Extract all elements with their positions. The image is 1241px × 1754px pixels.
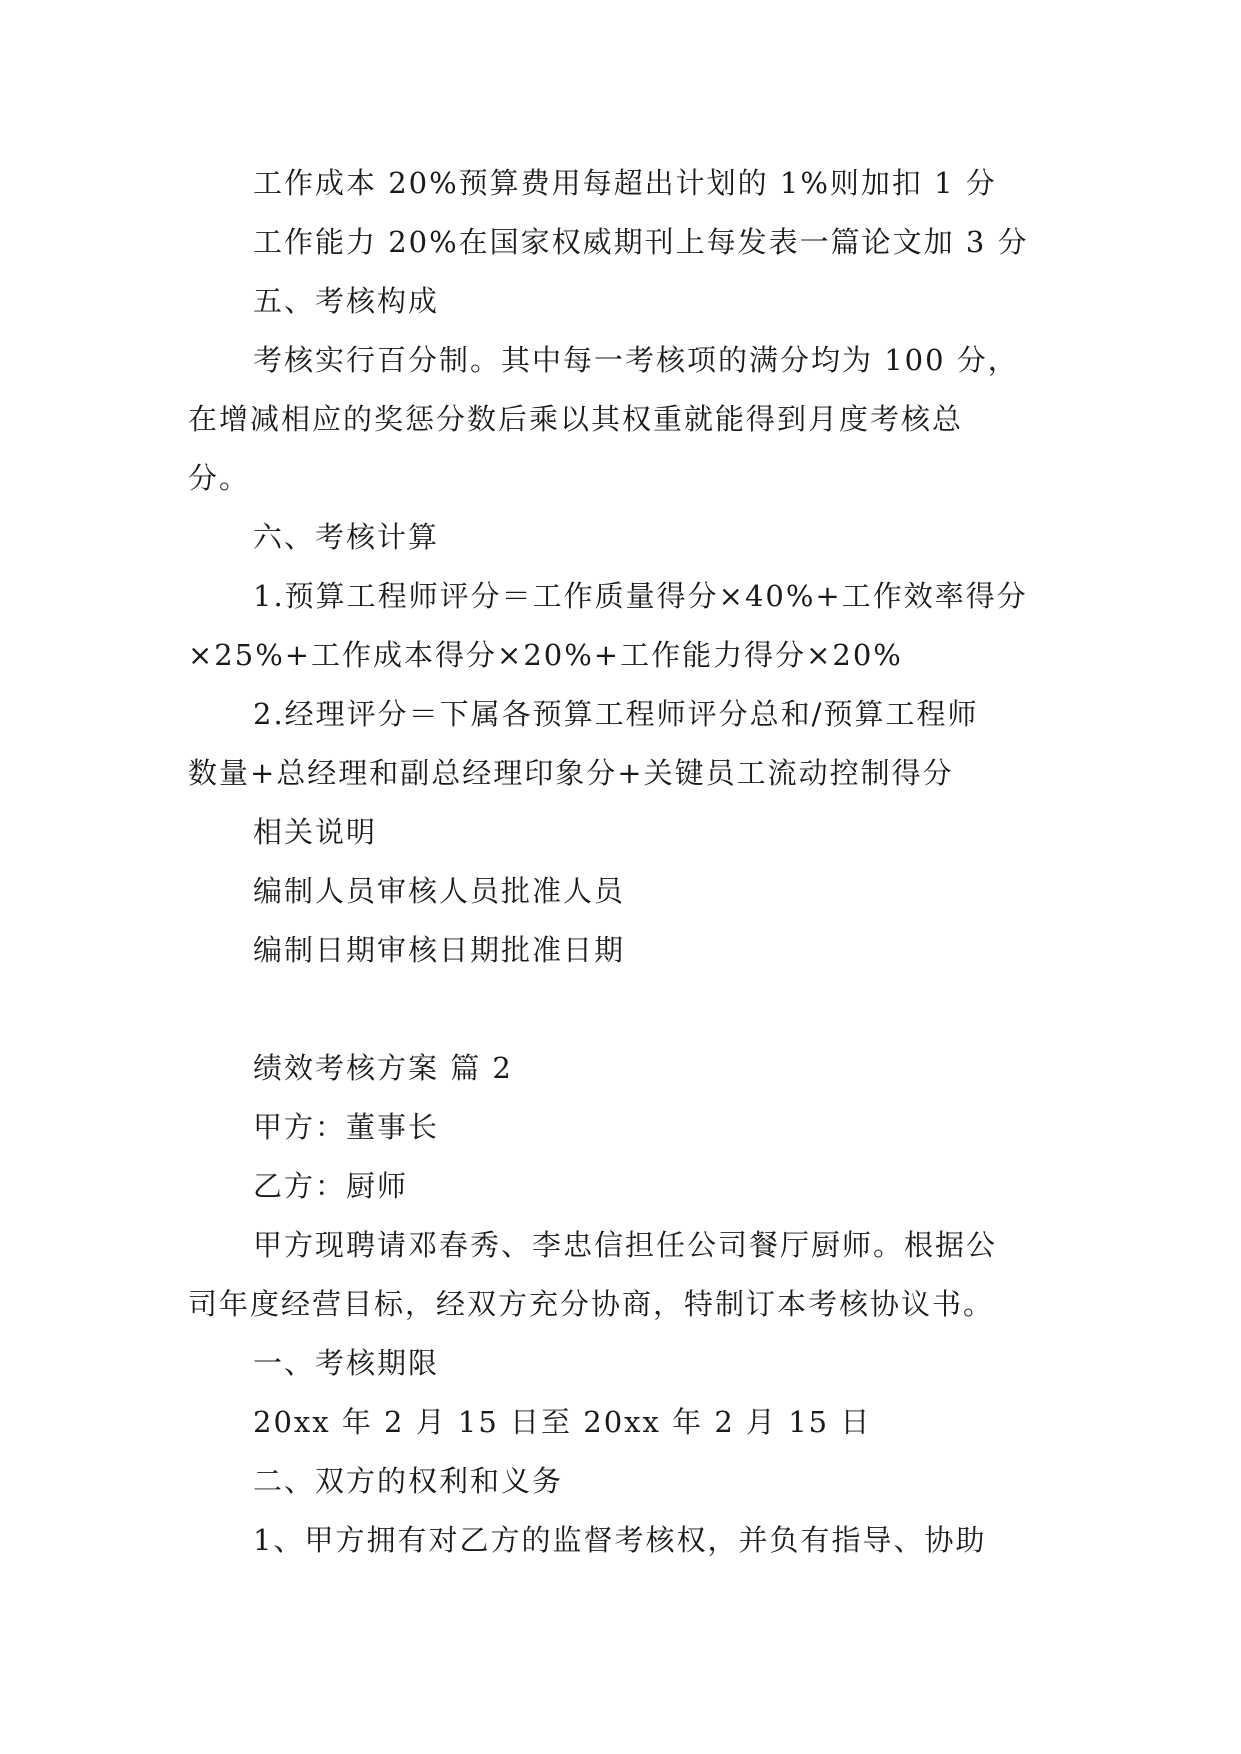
rights-item-1: 1、甲方拥有对乙方的监督考核权，并负有指导、协助 [253,1523,987,1557]
paragraph-line: 1.预算工程师评分＝工作质量得分×40%+工作效率得分 [253,579,1028,613]
document-body [188,162,1068,1578]
paragraph-line: 在增减相应的奖惩分数后乘以其权重就能得到月度考核总 [188,402,964,436]
section-spacer [188,988,1068,1047]
paragraph-line: 2.经理评分＝下属各预算工程师评分总和/预算工程师 [253,697,979,731]
paragraph-line: 甲方现聘请邓春秀、李忠信担任公司餐厅厨师。根据公 [253,1228,998,1262]
text-line-ability: 工作能力 20%在国家权威期刊上每发表一篇论文加 3 分 [253,225,1029,259]
heading-rights: 二、双方的权利和义务 [253,1464,564,1498]
paragraph-line: ×25%+工作成本得分×20%+工作能力得分×20% [188,638,903,672]
party-b-line: 乙方：厨师 [253,1169,409,1203]
text-line-cost: 工作成本 20%预算费用每超出计划的 1%则加扣 1 分 [253,166,997,200]
party-a-line: 甲方：董事长 [253,1110,440,1144]
notes-title: 相关说明 [253,815,378,849]
paragraph-formula-engineer [188,575,1068,676]
paragraph-formula-manager [188,693,1068,794]
paragraph-line: 数量+总经理和副总经理印象分+关键员工流动控制得分 [188,756,954,790]
paragraph-scoring [188,339,1068,499]
section-title: 绩效考核方案 篇 2 [253,1051,513,1085]
staff-signoff-line: 编制人员审核人员批准人员 [253,874,626,908]
paragraph-line: 司年度经营目标，经双方充分协商，特制订本考核协议书。 [188,1287,995,1321]
period-value: 20xx 年 2 月 15 日至 20xx 年 2 月 15 日 [253,1405,872,1439]
paragraph-line: 分。 [188,461,251,495]
date-signoff-line: 编制日期审核日期批准日期 [253,933,626,967]
heading-period: 一、考核期限 [253,1346,440,1380]
paragraph-intro [188,1224,1068,1325]
heading-assessment-structure: 五、考核构成 [253,284,440,318]
heading-assessment-calculation: 六、考核计算 [253,520,440,554]
paragraph-line: 考核实行百分制。其中每一考核项的满分均为 100 分， [253,343,1019,377]
